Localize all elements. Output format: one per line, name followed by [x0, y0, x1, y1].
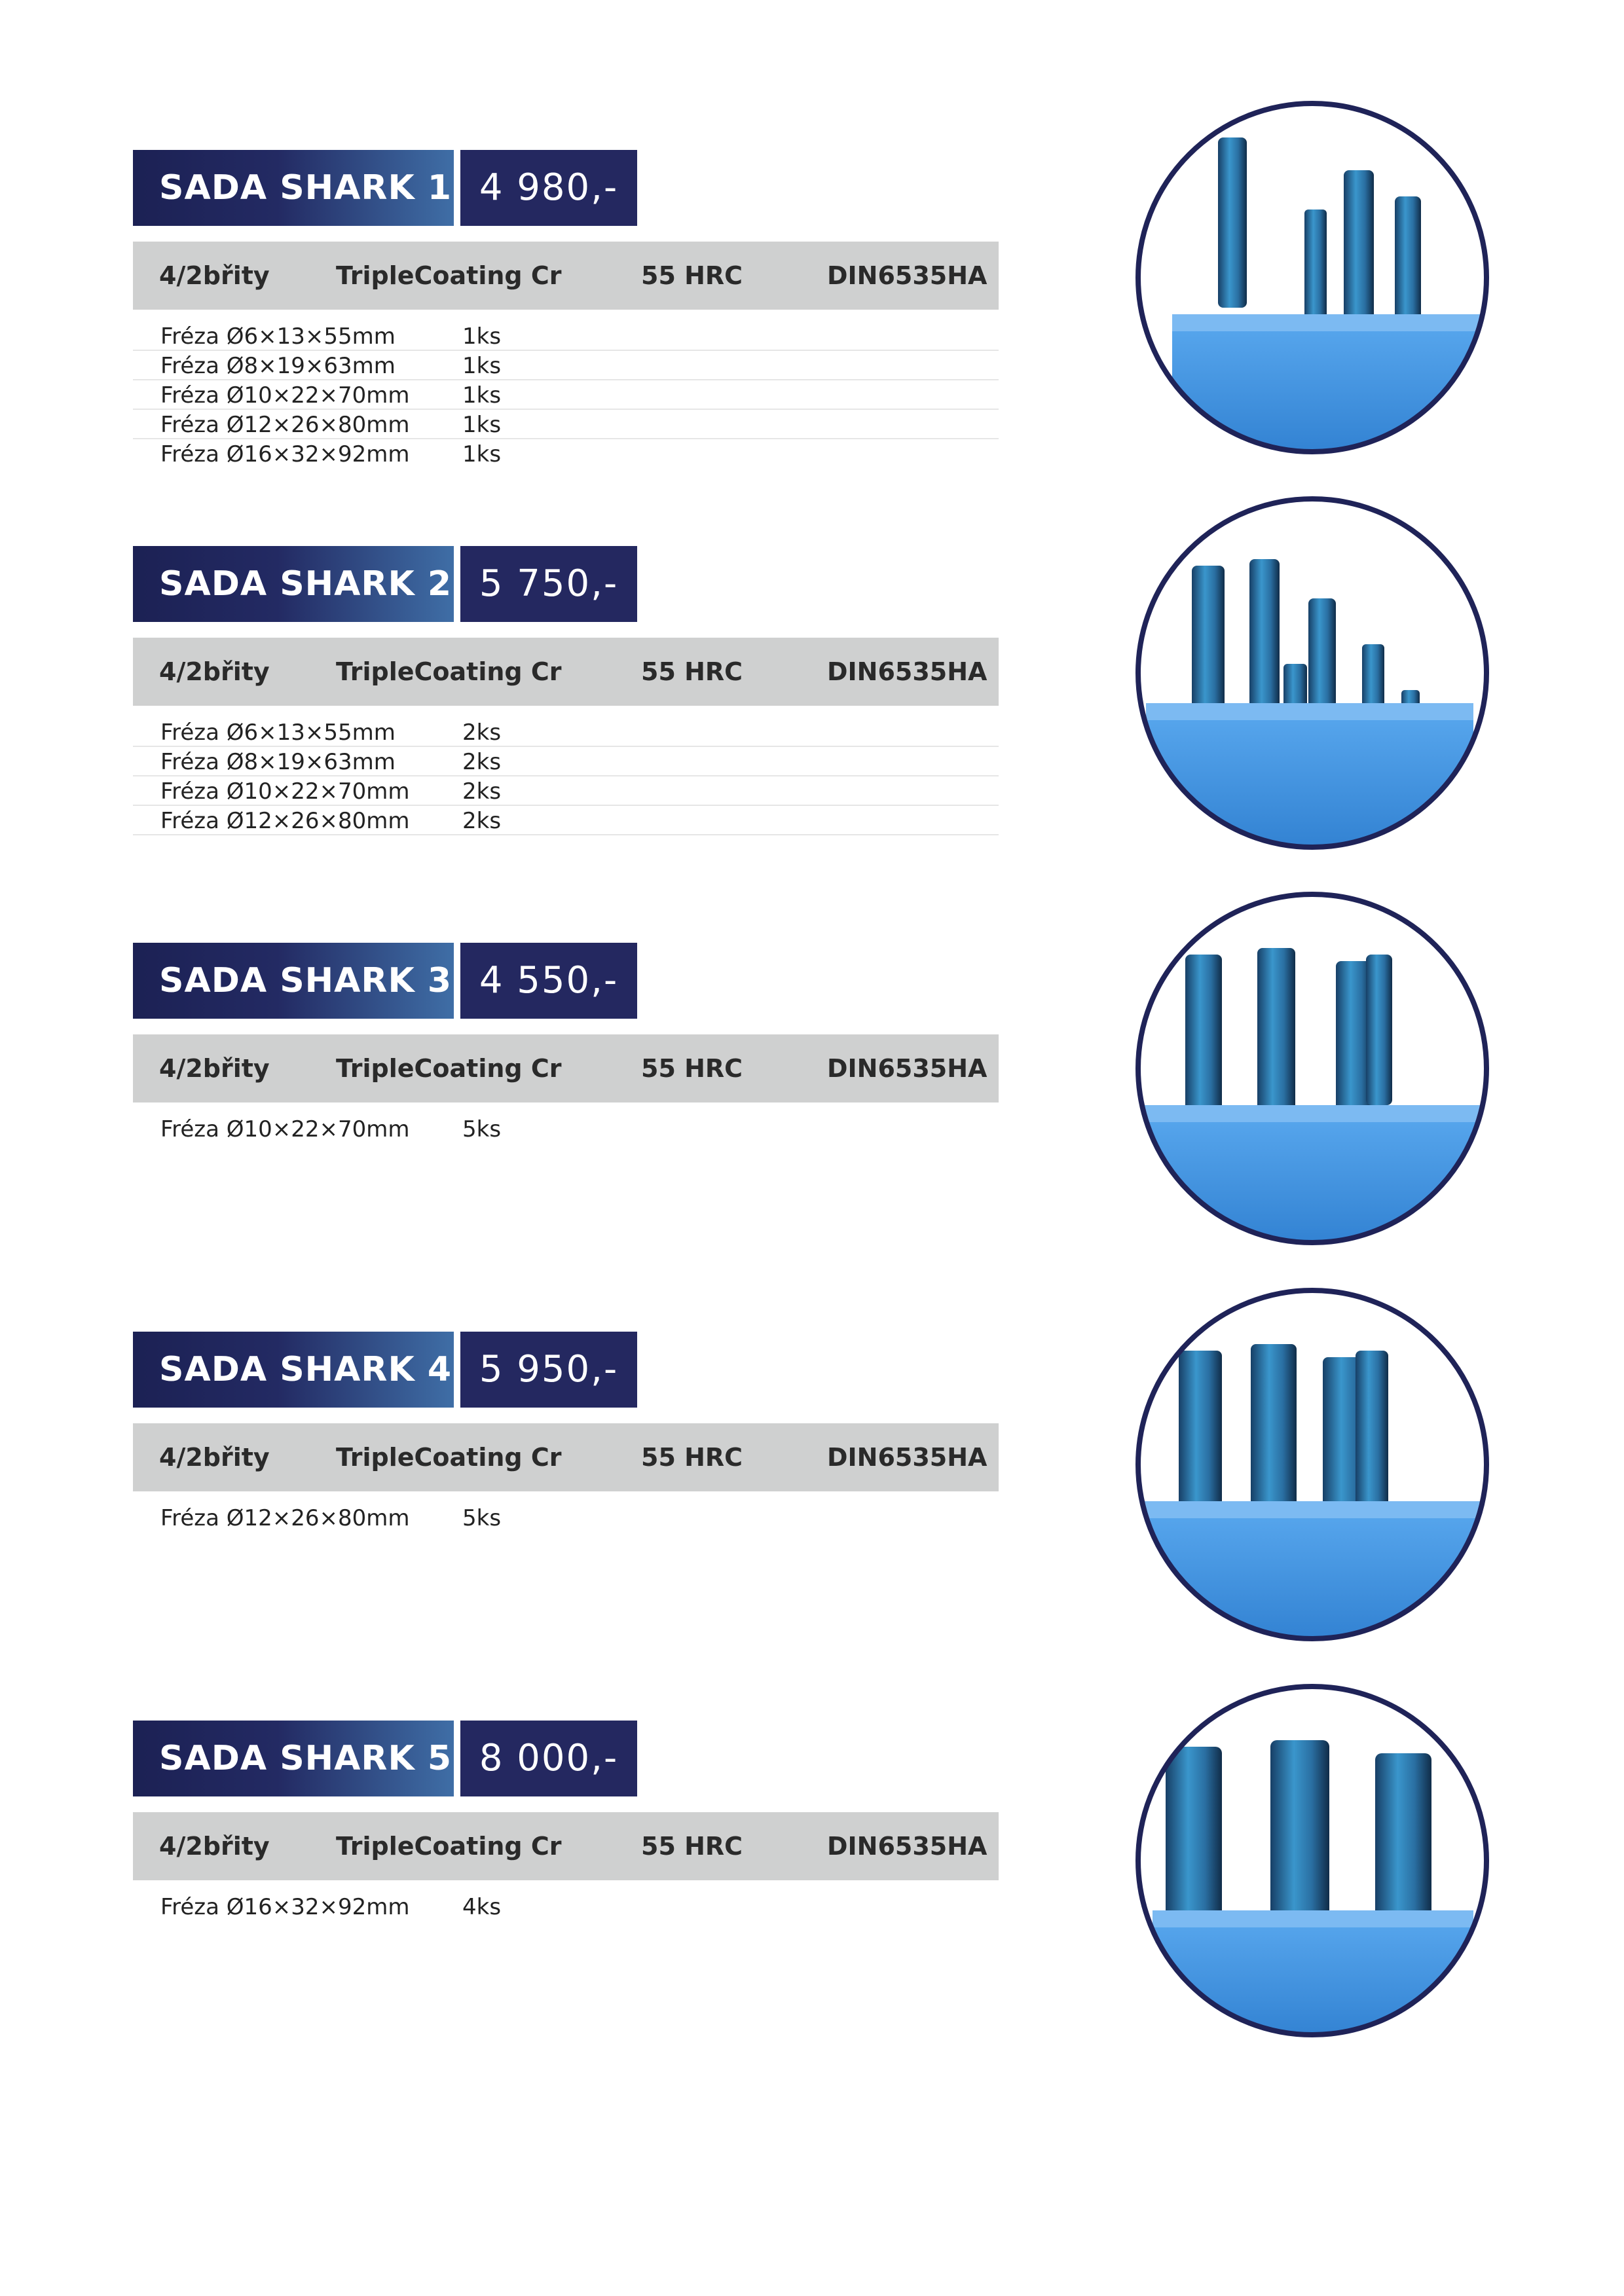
- item-qty: 5ks: [462, 1116, 502, 1142]
- spec-norm: DIN6535HA: [827, 657, 987, 686]
- list-item: [133, 410, 999, 439]
- product-photo-3: [1133, 889, 1492, 1248]
- spec-coating: TripleCoating Cr: [336, 1832, 562, 1861]
- product-title: SADA SHARK 5: [133, 1721, 454, 1796]
- item-name: Fréza Ø10×22×70mm: [160, 382, 410, 409]
- spec-norm: DIN6535HA: [827, 1054, 987, 1083]
- item-qty: 1ks: [462, 323, 502, 350]
- product-price: 5 950,-: [460, 1332, 637, 1408]
- product-price: 4 980,-: [460, 150, 637, 226]
- list-item: [133, 439, 999, 469]
- list-item: [133, 718, 999, 747]
- list-item: [133, 1114, 999, 1144]
- item-list: [133, 718, 999, 835]
- spec-bar: [133, 242, 999, 310]
- spec-coating: TripleCoating Cr: [336, 1443, 562, 1472]
- spec-norm: DIN6535HA: [827, 1832, 987, 1861]
- product-title: SADA SHARK 3: [133, 943, 454, 1019]
- spec-hardness: 55 HRC: [641, 1832, 743, 1861]
- item-qty: 2ks: [462, 720, 502, 746]
- item-name: Fréza Ø8×19×63mm: [160, 353, 396, 379]
- list-item: [133, 321, 999, 351]
- item-qty: 2ks: [462, 749, 502, 775]
- spec-hardness: 55 HRC: [641, 1054, 743, 1083]
- item-list: [133, 1114, 999, 1144]
- spec-hardness: 55 HRC: [641, 261, 743, 290]
- item-list: [133, 321, 999, 469]
- product-title: SADA SHARK 4: [133, 1332, 454, 1408]
- product-title: SADA SHARK 2: [133, 546, 454, 622]
- spec-bar: [133, 638, 999, 706]
- list-item: [133, 747, 999, 776]
- spec-flutes: 4/2břity: [159, 1443, 270, 1472]
- item-qty: 1ks: [462, 382, 502, 409]
- item-name: Fréza Ø16×32×92mm: [160, 441, 410, 467]
- item-list: [133, 1503, 999, 1533]
- item-qty: 5ks: [462, 1505, 502, 1531]
- item-name: Fréza Ø6×13×55mm: [160, 323, 396, 350]
- item-qty: 4ks: [462, 1894, 502, 1920]
- item-qty: 1ks: [462, 412, 502, 438]
- spec-bar: [133, 1034, 999, 1102]
- spec-hardness: 55 HRC: [641, 1443, 743, 1472]
- spec-flutes: 4/2břity: [159, 261, 270, 290]
- spec-coating: TripleCoating Cr: [336, 657, 562, 686]
- spec-flutes: 4/2břity: [159, 1054, 270, 1083]
- item-qty: 2ks: [462, 778, 502, 805]
- item-name: Fréza Ø12×26×80mm: [160, 808, 410, 834]
- list-item: [133, 1892, 999, 1922]
- item-name: Fréza Ø8×19×63mm: [160, 749, 396, 775]
- product-title: SADA SHARK 1: [133, 150, 454, 226]
- item-name: Fréza Ø12×26×80mm: [160, 412, 410, 438]
- item-name: Fréza Ø12×26×80mm: [160, 1505, 410, 1531]
- item-qty: 2ks: [462, 808, 502, 834]
- list-item: [133, 776, 999, 806]
- product-photo-2: [1133, 494, 1492, 852]
- product-photo-1: [1133, 98, 1492, 457]
- spec-hardness: 55 HRC: [641, 657, 743, 686]
- spec-coating: TripleCoating Cr: [336, 1054, 562, 1083]
- spec-bar: [133, 1812, 999, 1880]
- list-item: [133, 806, 999, 835]
- product-price: 4 550,-: [460, 943, 637, 1019]
- spec-norm: DIN6535HA: [827, 1443, 987, 1472]
- product-price: 5 750,-: [460, 546, 637, 622]
- product-photo-4: [1133, 1285, 1492, 1644]
- item-name: Fréza Ø6×13×55mm: [160, 720, 396, 746]
- spec-bar: [133, 1423, 999, 1491]
- item-qty: 1ks: [462, 441, 502, 467]
- list-item: [133, 380, 999, 410]
- list-item: [133, 1503, 999, 1533]
- item-qty: 1ks: [462, 353, 502, 379]
- item-name: Fréza Ø16×32×92mm: [160, 1894, 410, 1920]
- spec-coating: TripleCoating Cr: [336, 261, 562, 290]
- spec-norm: DIN6535HA: [827, 261, 987, 290]
- list-item: [133, 351, 999, 380]
- item-name: Fréza Ø10×22×70mm: [160, 778, 410, 805]
- spec-flutes: 4/2břity: [159, 657, 270, 686]
- product-price: 8 000,-: [460, 1721, 637, 1796]
- spec-flutes: 4/2břity: [159, 1832, 270, 1861]
- item-name: Fréza Ø10×22×70mm: [160, 1116, 410, 1142]
- product-photo-5: [1133, 1681, 1492, 2040]
- item-list: [133, 1892, 999, 1922]
